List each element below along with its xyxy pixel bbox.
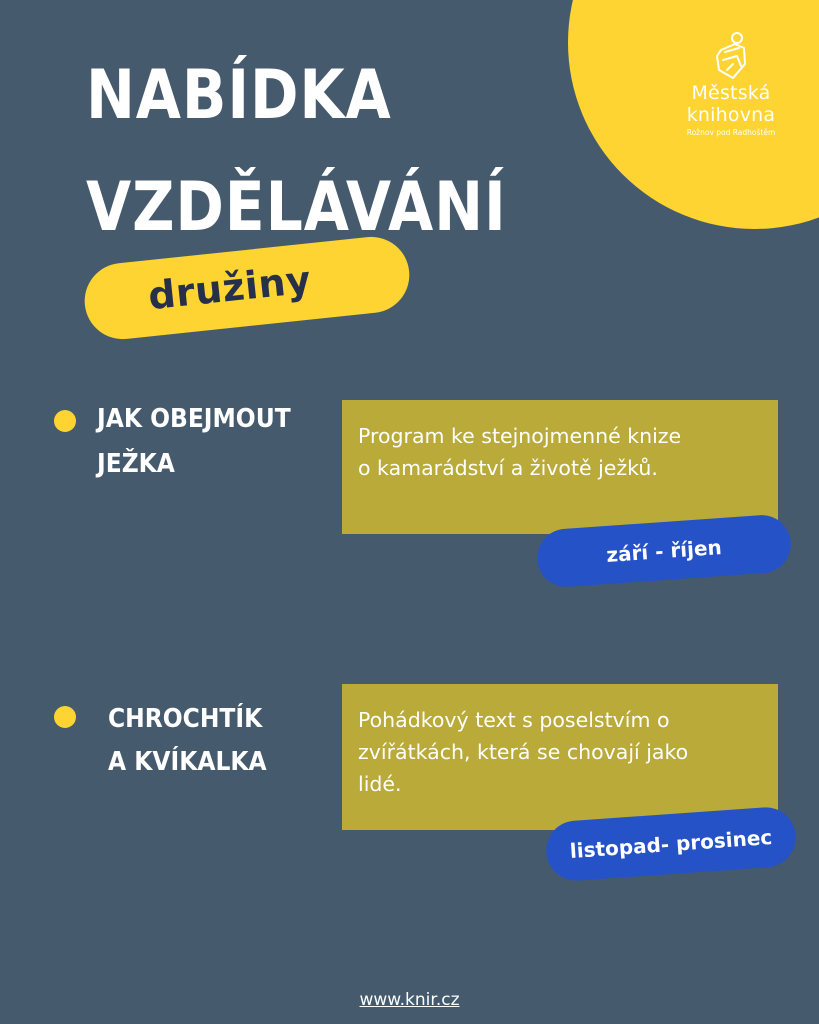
page-title-line-1: NABÍDKA xyxy=(86,56,392,135)
program-2-description-line-3: lidé. xyxy=(358,772,402,796)
program-1-description-line-2: o kamarádství a životě ježků. xyxy=(358,456,658,480)
logo-line-3: Rožnov pod Radhoštěm xyxy=(686,128,776,137)
program-1-description-line-1: Program ke stejnojmenné knize xyxy=(358,424,682,448)
program-2-period: listopad- prosinec xyxy=(569,824,773,864)
program-2-title-line-2: A KVÍKALKA xyxy=(108,747,267,777)
bullet-icon xyxy=(54,706,76,728)
program-2-description-line-2: zvířátkách, která se chovají jako xyxy=(358,740,689,764)
logo-line-2: knihovna xyxy=(686,104,776,126)
audience-badge-label: družiny xyxy=(146,257,314,319)
program-2-description-box xyxy=(342,684,778,830)
program-1-period: září - říjen xyxy=(605,535,723,567)
logo-line-1: Městská xyxy=(691,82,771,104)
program-1-title-line-2: JEŽKA xyxy=(97,449,175,479)
audience-badge xyxy=(81,233,413,343)
program-1-title-line-1: JAK OBEJMOUT xyxy=(97,404,291,434)
page-title-line-2: VZDĚLÁVÁNÍ xyxy=(86,168,507,247)
footer xyxy=(0,990,819,1010)
program-2-title-line-1: CHROCHTÍK xyxy=(108,704,263,734)
website-link[interactable]: www.knir.cz xyxy=(359,990,460,1010)
bullet-icon xyxy=(54,410,76,432)
library-logo xyxy=(676,30,786,138)
library-logo-icon xyxy=(711,30,751,82)
program-1-description-box xyxy=(342,400,778,534)
program-2-description-line-1: Pohádkový text s poselstvím o xyxy=(358,708,670,732)
